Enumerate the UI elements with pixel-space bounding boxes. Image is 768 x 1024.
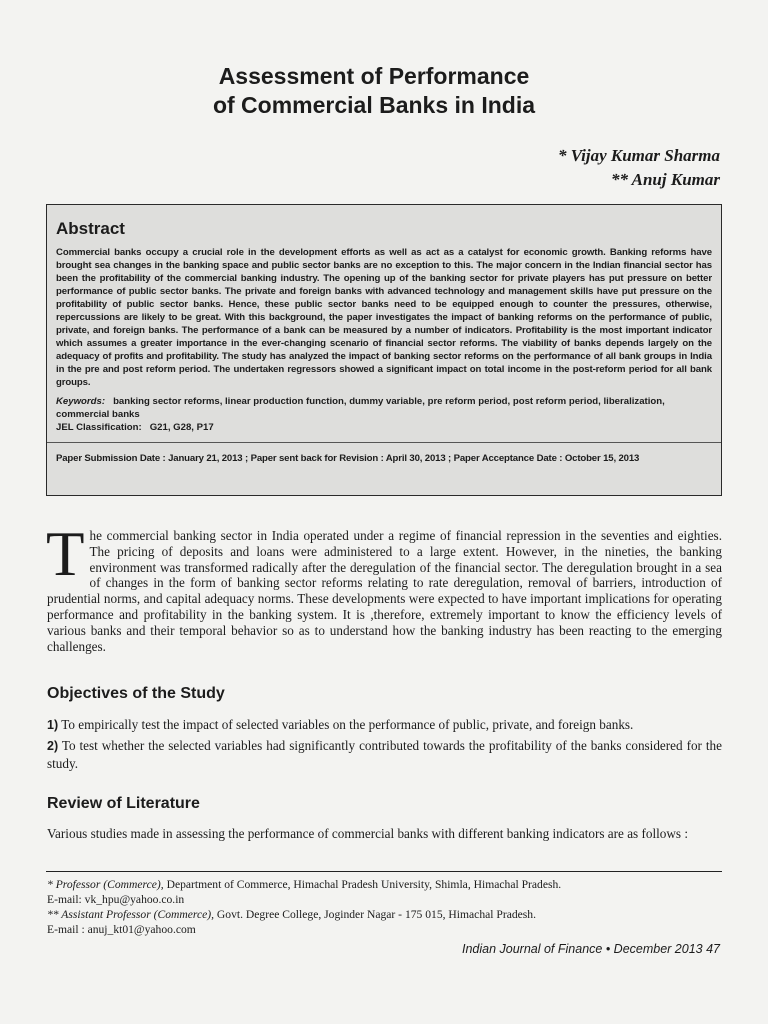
- jel-label: JEL Classification:: [56, 422, 142, 433]
- jel-value: G21, G28, P17: [149, 422, 214, 433]
- keywords: [56, 395, 712, 421]
- footnote-1-affiliation: Department of Commerce, Himachal Pradesh University, Shimla, Himachal Pradesh.: [163, 878, 562, 891]
- author-list: [558, 144, 720, 192]
- footnote-1: [47, 877, 727, 892]
- author-2: ** Anuj Kumar: [611, 170, 720, 189]
- paper-title-line-1: Assessment of Performance: [218, 63, 530, 89]
- objective-item-2: [47, 737, 722, 772]
- submission-dates: Paper Submission Date : January 21, 2013 ; Paper sent back for Revision : April 30, 2013 ; Paper Acceptance Date : October 15, 2013: [56, 453, 640, 464]
- footnote-2-role: ** Assistant Professor (Commerce),: [47, 908, 215, 921]
- footnote-2: [47, 907, 727, 922]
- footnote-1-email: E-mail: vk_hpu@yahoo.co.in: [47, 893, 185, 906]
- journal-footer: Indian Journal of Finance • December 2013 47: [461, 942, 720, 956]
- footnotes: [47, 877, 727, 937]
- paper-title: [0, 62, 748, 120]
- objective-text-2: To test whether the selected variables had significantly contributed towards the profitability of the banks considered for the study.: [47, 738, 723, 771]
- footnote-1-role: * Professor (Commerce),: [47, 878, 164, 891]
- review-heading: Review of Literature: [47, 795, 200, 812]
- abstract-box: [46, 204, 722, 496]
- abstract-divider: [47, 442, 721, 443]
- footnote-rule: [46, 871, 722, 872]
- objective-number-2: 2): [47, 739, 59, 753]
- objectives-heading: Objectives of the Study: [47, 685, 225, 702]
- objective-number-1: 1): [47, 718, 59, 732]
- keywords-label: Keywords:: [56, 396, 106, 407]
- keywords-value: banking sector reforms, linear production function, dummy variable, pre reform period, post reform period, liberalization, commercial banks: [56, 396, 665, 420]
- drop-cap: T: [46, 519, 85, 589]
- intro-text: he commercial banking sector in India operated under a regime of financial repression in the seventies and eighties. The pricing of deposits and loans were administered to a large extent. However, in the nineties, the banking environment was transformed radically after the deregulation of the financial sector. The deregulation brought in a sea of changes in the form of banking sector reforms relating to rate deregulation, removal of barriers, introduction of prudential norms, and capital adequacy norms. These developments were expected to have important implications for operating performance and profitability in the banking system. It is ,therefore, extremely important to know the efficiency levels of various banks and their temporal behavior so as to understand how the banking industry has been reacting to the emerging challenges.: [47, 528, 722, 654]
- paper-title-line-2: of Commercial Banks in India: [212, 92, 536, 118]
- intro-paragraph: [46, 519, 722, 654]
- jel-classification: [56, 421, 712, 434]
- footnote-2-affiliation: Govt. Degree College, Joginder Nagar - 175 015, Himachal Pradesh.: [214, 908, 536, 921]
- objective-text-1: To empirically test the impact of selected variables on the performance of public, private, and foreign banks.: [61, 717, 634, 732]
- author-1: * Vijay Kumar Sharma: [557, 146, 720, 165]
- review-paragraph: Various studies made in assessing the performance of commercial banks with different banking indicators are as follows :: [47, 826, 689, 841]
- abstract-heading: Abstract: [56, 219, 125, 238]
- objective-item-1: [47, 716, 722, 734]
- footnote-2-email: E-mail : anuj_kt01@yahoo.com: [47, 923, 196, 936]
- abstract-text: Commercial banks occupy a crucial role in the development efforts as well as act as a catalyst for economic growth. Banking reforms have brought sea changes in the banking space and public sector banks are no exception to this. The major concern in the Indian financial sector has been the profitability of the commercial banking industry. The opening up of the banking sector for private players has put pressure on better performance of public sector banks. The private and foreign banks with advanced technology and management skills have put pressure on the profitability of public sector banks. Hence, these public sector banks need to be equipped enough to counter the pressures, otherwise, repercussions are likely to be great. With this background, the paper investigates the impact of banking reforms on the performance of public, private, and foreign banks. The performance of a bank can be measured by a number of indicators. Profitability is the most important indicator which assumes a greater importance in the ever-changing scenario of financial sector reforms. The viability of banks depends largely on the adequacy of profits and profitability. The study has analyzed the impact of banking sector reforms on the performance of all bank groups in India in the pre and post reform period. The undertaken regressors showed a significant impact on total income in the post-reform period for all bank groups.: [56, 247, 712, 388]
